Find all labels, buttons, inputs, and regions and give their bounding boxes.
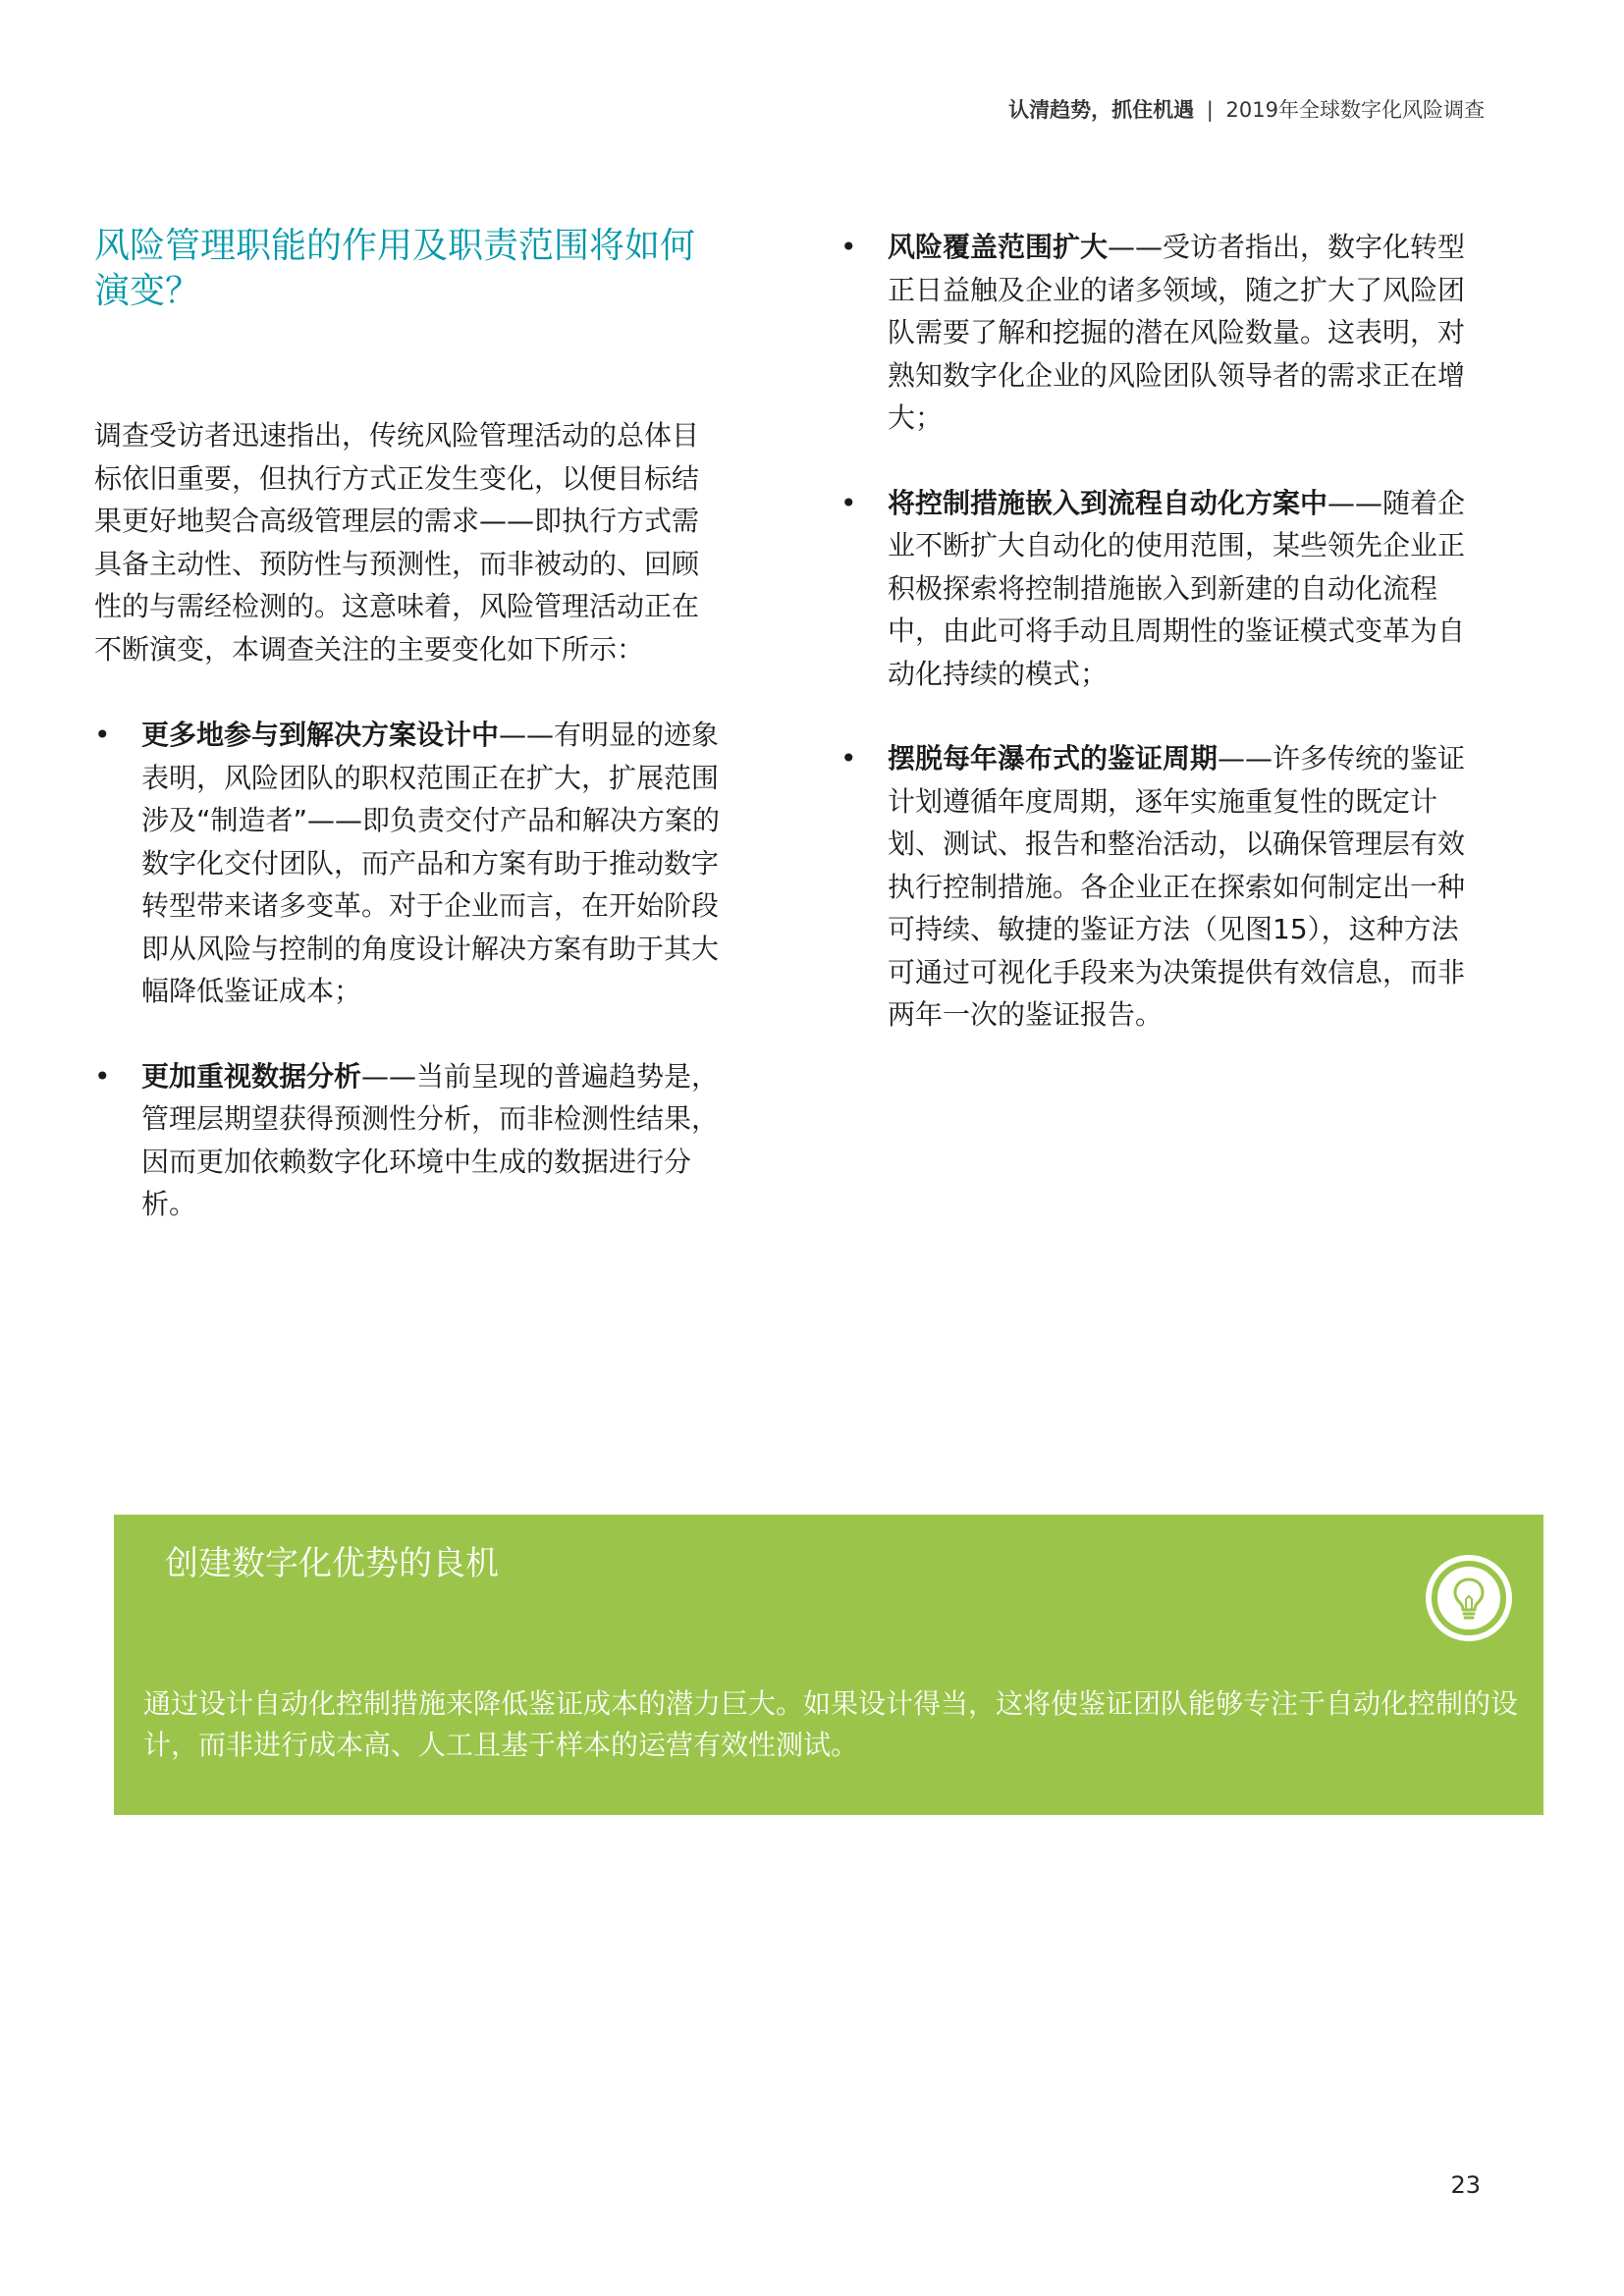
lightbulb-icon (1424, 1553, 1514, 1643)
list-item (840, 226, 1469, 440)
list-item (94, 1055, 723, 1226)
bullet-term: 更加重视数据分析 (141, 1059, 362, 1093)
left-column (94, 224, 723, 1226)
bullet-term: 摆脱每年瀑布式的鉴证周期 (888, 742, 1218, 774)
bullet-term: 更多地参与到解决方案设计中 (141, 719, 500, 751)
page-number: 23 (1450, 2171, 1481, 2199)
callout-title: 创建数字化优势的良机 (165, 1544, 499, 1583)
list-item (840, 482, 1469, 696)
bullet-text: ——许多传统的鉴证计划遵循年度周期，逐年实施重复性的既定计划、测试、报告和整治活动，以确保管理层有效执行控制措施。各企业正在探索如何制定出一种可持续、敏捷的鉴证方法（见图15），这种方法可通过可视化手段来为决策提供有效信息，而非两年一次的鉴证报告。 (888, 742, 1466, 1031)
list-item (840, 737, 1469, 1037)
header-title: 认清趋势，抓住机遇 (1008, 98, 1195, 122)
intro-paragraph: 调查受访者迅速指出，传统风险管理活动的总体目标依旧重要，但执行方式正发生变化，以便目标结果更好地契合高级管理层的需求——即执行方式需具备主动性、预防性与预测性，而非被动的、回顾性的与需经检测的。这意味着，风险管理活动正在不断演变，本调查关注的主要变化如下所示： (94, 419, 700, 666)
bullet-term: 将控制措施嵌入到流程自动化方案中 (888, 486, 1328, 519)
right-bullet-list (840, 226, 1469, 1037)
list-item (94, 714, 723, 1013)
bullet-text: ——当前呈现的普遍趋势是，管理层期望获得预测性分析，而非检测性结果，因而更加依赖数字化环境中生成的数据进行分析。 (141, 1059, 720, 1220)
bullet-text: ——随着企业不断扩大自动化的使用范围，某些领先企业正积极探索将控制措施嵌入到新建的自动化流程中，由此可将手动且周期性的鉴证模式变革为自动化持续的模式； (888, 486, 1466, 690)
section-heading: 风险管理职能的作用及职责范围将如何演变？ (94, 226, 696, 311)
running-header (1008, 94, 1485, 124)
callout-box (114, 1515, 1543, 1815)
header-subtitle: 2019年全球数字化风险调查 (1225, 98, 1485, 122)
bullet-text: ——受访者指出，数字化转型正日益触及企业的诸多领域，随之扩大了风险团队需要了解和挖掘的潜在风险数量。这表明，对熟知数字化企业的风险团队领导者的需求正在增大； (888, 231, 1466, 434)
callout-text: 通过设计自动化控制措施来降低鉴证成本的潜力巨大。如果设计得当，这将使鉴证团队能够专注于自动化控制的设计，而非进行成本高、人工且基于样本的运营有效性测试。 (143, 1687, 1519, 1761)
bullet-term: 风险覆盖范围扩大 (888, 231, 1109, 263)
right-column (840, 226, 1469, 1037)
left-bullet-list (94, 714, 723, 1226)
header-separator: | (1206, 98, 1214, 122)
bullet-text: ——有明显的迹象表明，风险团队的职权范围正在扩大，扩展范围涉及“制造者”——即负责交付产品和解决方案的数字化交付团队，而产品和方案有助于推动数字转型带来诸多变革。对于企业而言，在开始阶段即从风险与控制的角度设计解决方案有助于其大幅降低鉴证成本； (141, 719, 721, 1007)
